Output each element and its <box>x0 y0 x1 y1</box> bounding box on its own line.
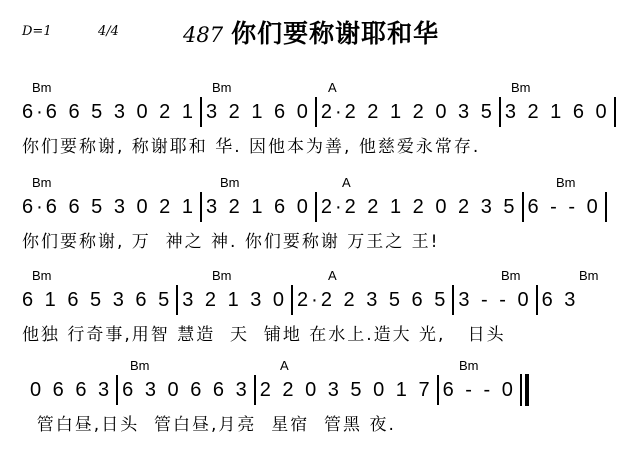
measure: 6 3 0 6 6 3 <box>122 378 250 401</box>
measure: 6 3 <box>541 288 579 311</box>
song-number: 487 <box>183 23 224 47</box>
measure: 6·6 6 5 3 0 2 1 <box>22 100 196 123</box>
chord-symbol: A <box>342 175 351 190</box>
song-title: 你们要称谢耶和华 <box>231 19 440 48</box>
chord-symbol: Bm <box>220 175 240 190</box>
lyric-row: 你们要称谢, 称谢耶和 华. 因他本为善, 他慈爱永常存. <box>22 137 481 157</box>
measure: 2·2 2 1 2 0 3 5 <box>320 100 495 123</box>
barline <box>291 285 293 315</box>
lyric-row: 他独 行奇事,用智 慧造 天 铺地 在水上.造大 光, 日头 <box>22 325 506 345</box>
measure: 6 - - 0 <box>527 195 601 218</box>
barline <box>614 97 616 127</box>
measure: 2·2 2 1 2 0 2 3 5 <box>320 195 518 218</box>
barline <box>522 192 524 222</box>
chord-symbol: Bm <box>579 268 599 283</box>
notation-row <box>22 193 611 221</box>
measure: 2·2 2 3 5 6 5 <box>297 288 449 311</box>
measure: 0 6 6 3 <box>30 378 113 401</box>
barline <box>315 192 317 222</box>
barline <box>437 375 439 405</box>
barline <box>452 285 454 315</box>
chord-row <box>22 175 640 193</box>
chord-symbol: A <box>328 80 337 95</box>
barline <box>200 192 202 222</box>
barline <box>605 192 607 222</box>
barline <box>116 375 118 405</box>
notation-row <box>22 98 620 126</box>
chord-row <box>22 268 640 286</box>
barline <box>536 285 538 315</box>
chord-symbol: Bm <box>212 80 232 95</box>
measure: 3 2 1 6 0 <box>205 195 311 218</box>
chord-row <box>22 80 640 98</box>
chord-symbol: Bm <box>212 268 232 283</box>
barline <box>499 97 501 127</box>
chord-symbol: Bm <box>556 175 576 190</box>
barline <box>200 97 202 127</box>
measure: 6·6 6 5 3 0 2 1 <box>22 195 196 218</box>
barline <box>254 375 256 405</box>
chord-symbol: Bm <box>32 268 52 283</box>
lyric-row: 你们要称谢, 万 神之 神. 你们要称谢 万王之 王! <box>22 232 440 252</box>
lyric-row: 管白昼,日头 管白昼,月亮 星宿 管黑 夜. <box>22 415 396 435</box>
chord-symbol: A <box>328 268 337 283</box>
barline <box>315 97 317 127</box>
barline <box>176 285 178 315</box>
chord-symbol: Bm <box>130 358 150 373</box>
key-signature: D=1 <box>22 24 52 39</box>
measure: 6 - - 0 <box>442 378 516 401</box>
chord-symbol: Bm <box>32 80 52 95</box>
measure: 3 2 1 3 0 <box>182 288 288 311</box>
measure: 2 2 0 3 5 0 1 7 <box>259 378 433 401</box>
measure: 3 2 1 6 0 <box>504 100 610 123</box>
measure: 3 2 1 6 0 <box>205 100 311 123</box>
notation-row <box>22 286 578 314</box>
measure: 3 - - 0 <box>458 288 532 311</box>
time-signature: 4/4 <box>98 24 119 39</box>
title-block <box>183 14 439 50</box>
chord-symbol: A <box>280 358 289 373</box>
chord-symbol: Bm <box>32 175 52 190</box>
chord-symbol: Bm <box>511 80 531 95</box>
notation-row <box>30 376 529 404</box>
chord-symbol: Bm <box>501 268 521 283</box>
chord-row <box>22 358 640 376</box>
chord-symbol: Bm <box>459 358 479 373</box>
measure: 6 1 6 5 3 6 5 <box>22 288 173 311</box>
final-barline <box>520 374 529 406</box>
